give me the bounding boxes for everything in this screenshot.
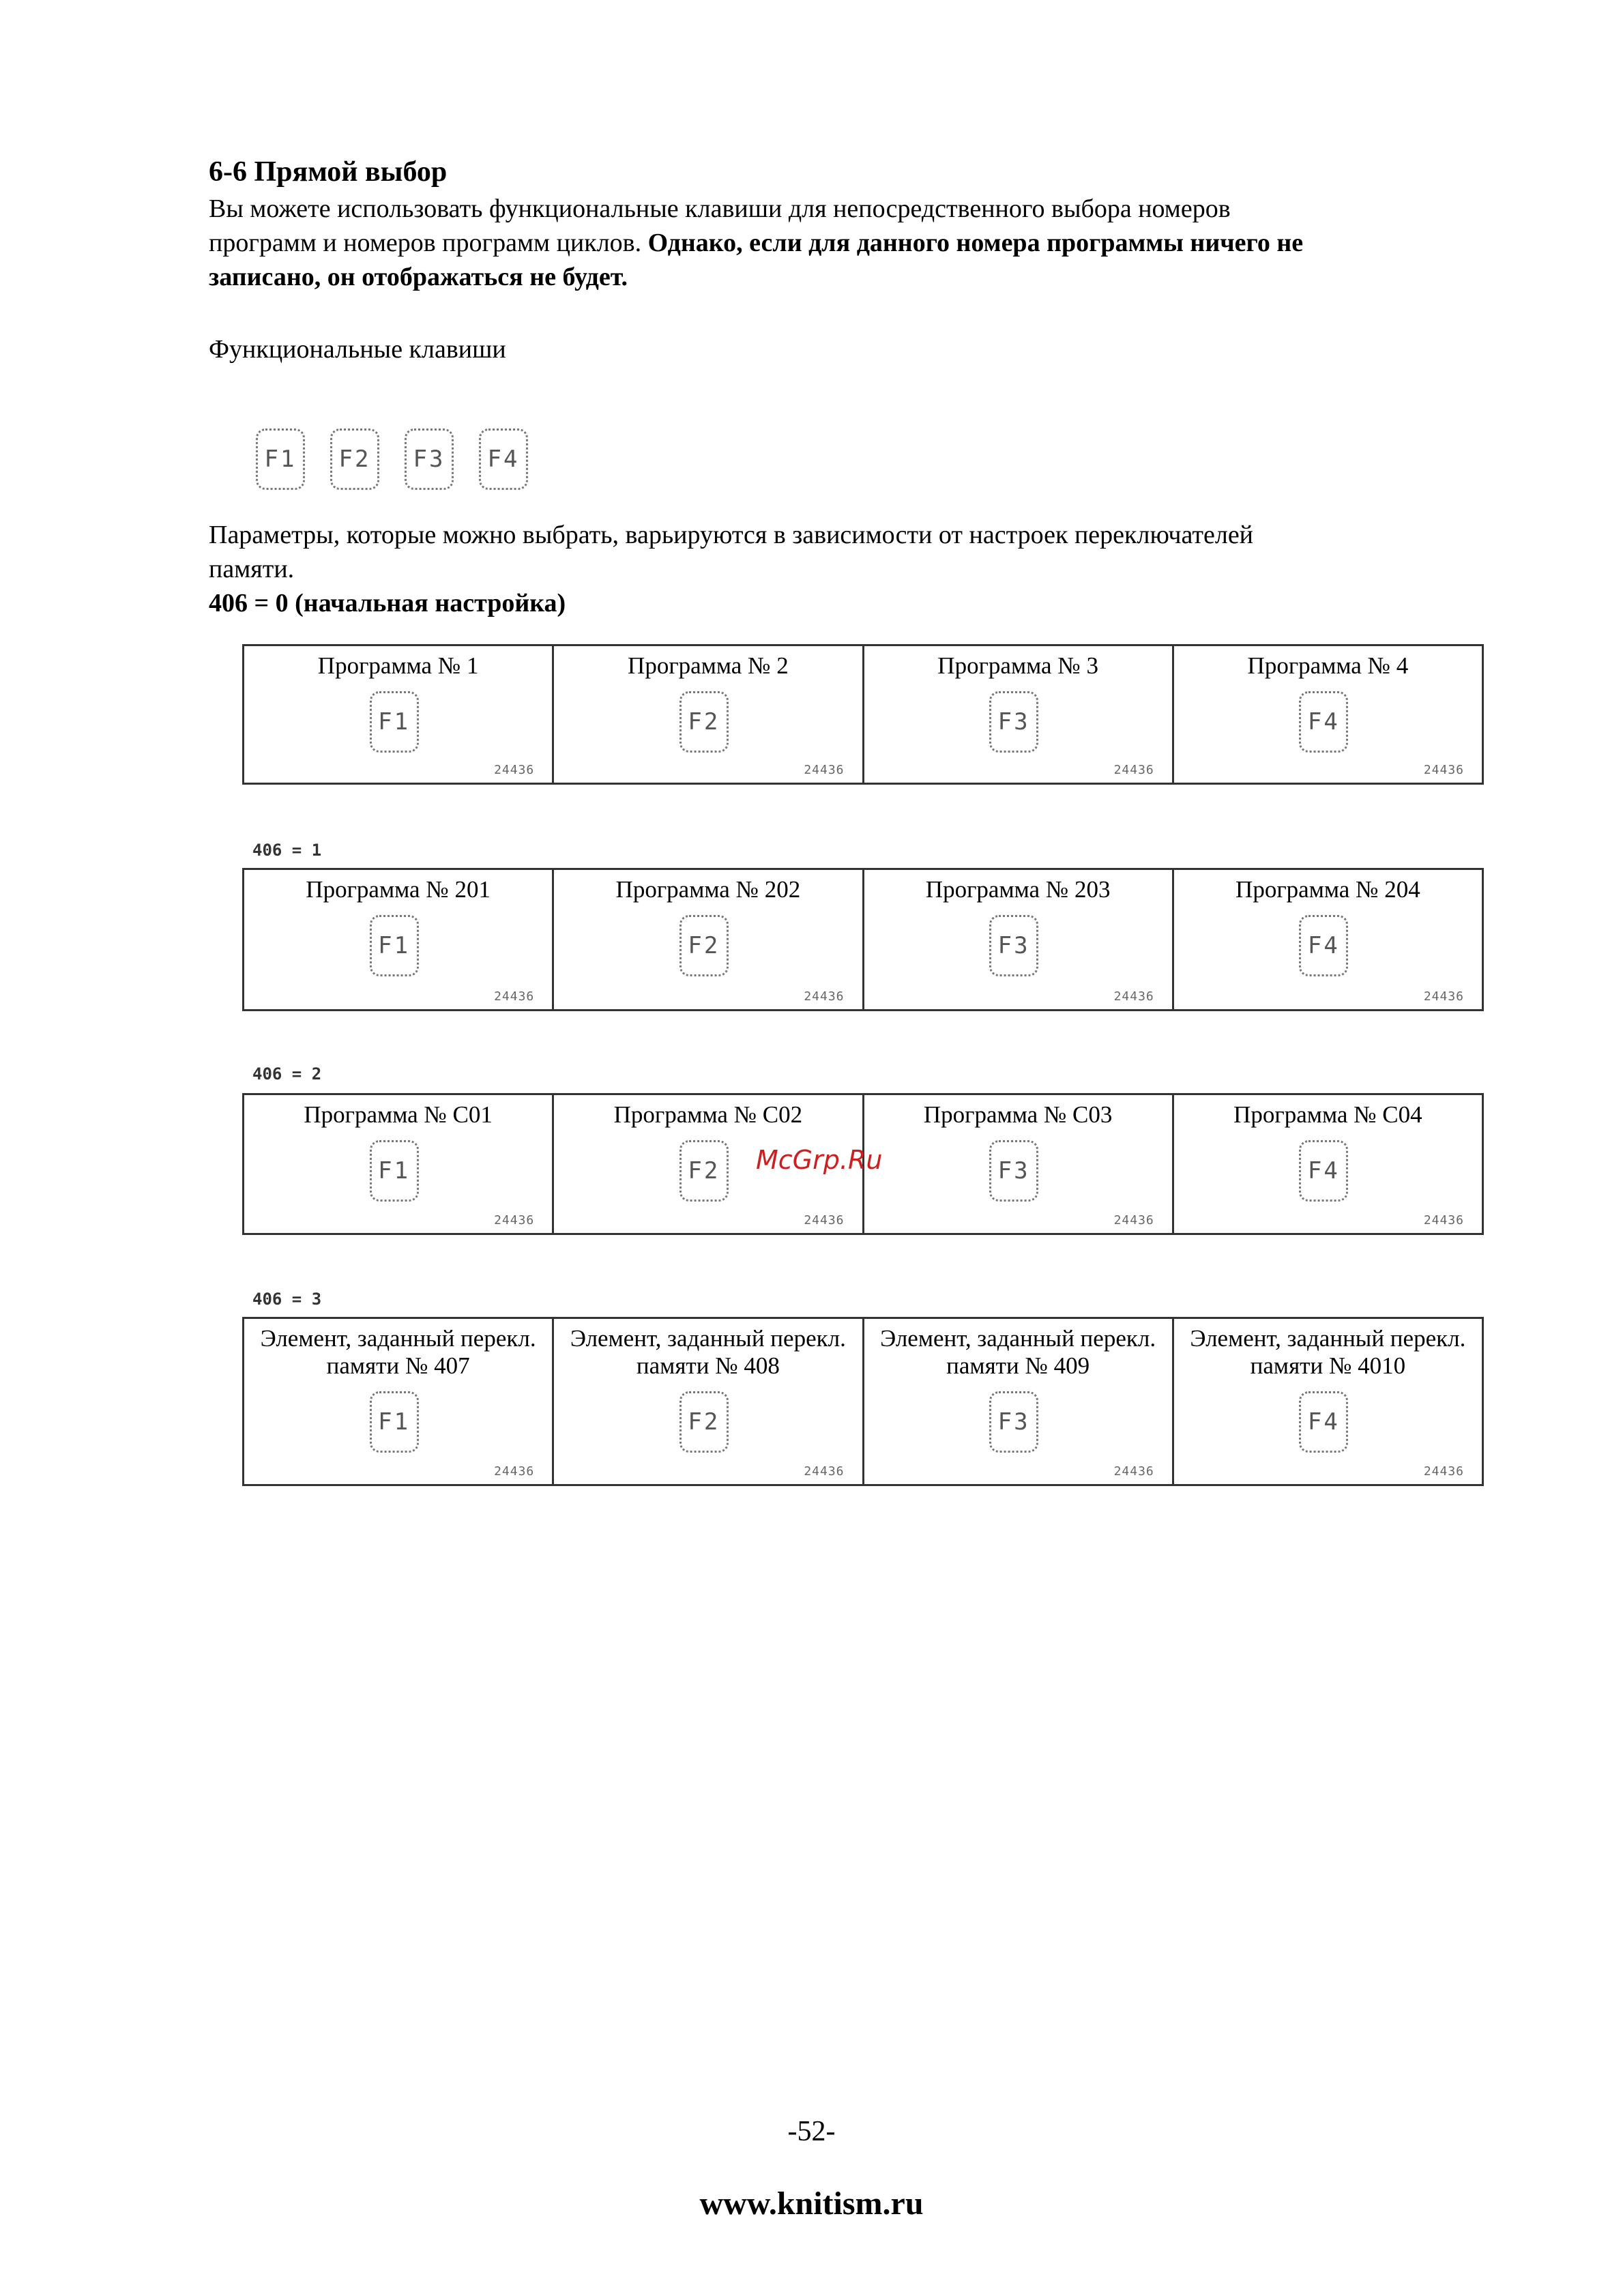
cell-title: Программа № C03 xyxy=(923,1101,1113,1128)
table-cell xyxy=(554,1319,864,1484)
table-cell xyxy=(1174,1319,1482,1484)
function-key-f1[interactable]: F1 xyxy=(256,428,305,490)
params-line-2: памяти. xyxy=(209,555,295,583)
function-key-f3[interactable]: F3 xyxy=(405,428,454,490)
cell-title: Программа № 202 xyxy=(615,876,801,903)
cell-subtitle: памяти № 408 xyxy=(636,1352,780,1379)
cell-subtitle: памяти № 4010 xyxy=(1250,1352,1406,1379)
table-cell xyxy=(1174,646,1482,783)
table-cell xyxy=(244,1319,554,1484)
cell-title: Элемент, заданный перекл. xyxy=(260,1325,536,1352)
figure-code: 24436 xyxy=(804,989,845,1004)
table-cell xyxy=(244,646,554,783)
function-key-f1[interactable]: F1 xyxy=(370,1391,419,1453)
intro-line-2-normal: программ и номеров программ циклов. xyxy=(209,229,642,257)
function-key-f3[interactable]: F3 xyxy=(989,691,1038,753)
cell-title: Программа № C02 xyxy=(613,1101,803,1128)
cell-title: Программа № 1 xyxy=(317,652,479,679)
function-keys-label: Функциональные клавиши xyxy=(209,335,506,364)
table-cell xyxy=(864,870,1174,1009)
function-key-f1[interactable]: F1 xyxy=(370,691,419,753)
table-cell xyxy=(554,870,864,1009)
setting-1-label: 406 = 1 xyxy=(252,841,322,860)
cell-title: Программа № 204 xyxy=(1235,876,1420,903)
setting-2-label: 406 = 2 xyxy=(252,1064,322,1084)
table-cell xyxy=(244,1095,554,1233)
function-key-f2[interactable]: F2 xyxy=(679,1140,729,1202)
figure-code: 24436 xyxy=(1113,1213,1154,1227)
figure-code: 24436 xyxy=(1113,1464,1154,1479)
table-cell xyxy=(554,646,864,783)
function-key-f4[interactable]: F4 xyxy=(1299,1140,1348,1202)
cell-title: Программа № C01 xyxy=(304,1101,493,1128)
figure-code: 24436 xyxy=(494,1464,535,1479)
function-key-f4[interactable]: F4 xyxy=(1299,1391,1348,1453)
table-cell xyxy=(1174,1095,1482,1233)
cell-title: Программа № C04 xyxy=(1233,1101,1422,1128)
figure-code: 24436 xyxy=(804,763,845,777)
figure-code: 24436 xyxy=(1113,989,1154,1004)
table-cell xyxy=(864,646,1174,783)
cell-title: Программа № 201 xyxy=(306,876,491,903)
cell-title: Программа № 203 xyxy=(925,876,1111,903)
watermark: McGrp.Ru xyxy=(756,1145,883,1175)
intro-line-2-bold: Однако, если для данного номера программы ничего не xyxy=(647,229,1304,257)
function-key-f3[interactable]: F3 xyxy=(989,915,1038,976)
footer-url[interactable]: www.knitism.ru xyxy=(699,2185,924,2222)
function-key-f4[interactable]: F4 xyxy=(1299,915,1348,976)
function-key-f4[interactable]: F4 xyxy=(1299,691,1348,753)
function-key-f1[interactable]: F1 xyxy=(370,1140,419,1202)
table-cell xyxy=(864,1319,1174,1484)
figure-code: 24436 xyxy=(1423,989,1464,1004)
table-cell xyxy=(864,1095,1174,1233)
cell-title: Программа № 2 xyxy=(628,652,789,679)
setting-3-label: 406 = 3 xyxy=(252,1290,322,1309)
cell-title: Элемент, заданный перекл. xyxy=(880,1325,1156,1352)
params-line-1: Параметры, которые можно выбрать, варьируются в зависимости от настроек переключателей xyxy=(209,521,1254,549)
figure-code: 24436 xyxy=(494,1213,535,1227)
function-key-f1[interactable]: F1 xyxy=(370,915,419,976)
cell-title: Элемент, заданный перекл. xyxy=(570,1325,846,1352)
program-table-setting-3 xyxy=(242,1317,1484,1486)
figure-code: 24436 xyxy=(1113,763,1154,777)
figure-code: 24436 xyxy=(1423,1464,1464,1479)
function-key-f2[interactable]: F2 xyxy=(679,691,729,753)
cell-subtitle: памяти № 407 xyxy=(326,1352,470,1379)
program-table-setting-1 xyxy=(242,868,1484,1011)
figure-code: 24436 xyxy=(494,763,535,777)
figure-code: 24436 xyxy=(1423,763,1464,777)
table-cell xyxy=(244,870,554,1009)
section-heading: 6-6 Прямой выбор xyxy=(209,156,448,188)
cell-subtitle: памяти № 409 xyxy=(946,1352,1090,1379)
function-key-f4[interactable]: F4 xyxy=(479,428,528,490)
cell-title: Программа № 3 xyxy=(937,652,1098,679)
function-key-f3[interactable]: F3 xyxy=(989,1140,1038,1202)
cell-title: Элемент, заданный перекл. xyxy=(1190,1325,1466,1352)
page-number: -52- xyxy=(787,2116,836,2147)
figure-code: 24436 xyxy=(804,1213,845,1227)
table-cell xyxy=(1174,870,1482,1009)
figure-code: 24436 xyxy=(1423,1213,1464,1227)
function-key-f2[interactable]: F2 xyxy=(679,915,729,976)
function-key-f3[interactable]: F3 xyxy=(989,1391,1038,1453)
intro-line-1: Вы можете использовать функциональные клавиши для непосредственного выбора номеров xyxy=(209,194,1231,223)
function-key-f2[interactable]: F2 xyxy=(679,1391,729,1453)
figure-code: 24436 xyxy=(494,989,535,1004)
cell-title: Программа № 4 xyxy=(1247,652,1409,679)
intro-line-3: записано, он отображаться не будет. xyxy=(209,263,628,291)
figure-code: 24436 xyxy=(804,1464,845,1479)
program-table-setting-0 xyxy=(242,644,1484,785)
intro-line-2 xyxy=(209,227,1303,259)
setting-0-label: 406 = 0 (начальная настройка) xyxy=(209,589,566,617)
function-key-f2[interactable]: F2 xyxy=(330,428,379,490)
